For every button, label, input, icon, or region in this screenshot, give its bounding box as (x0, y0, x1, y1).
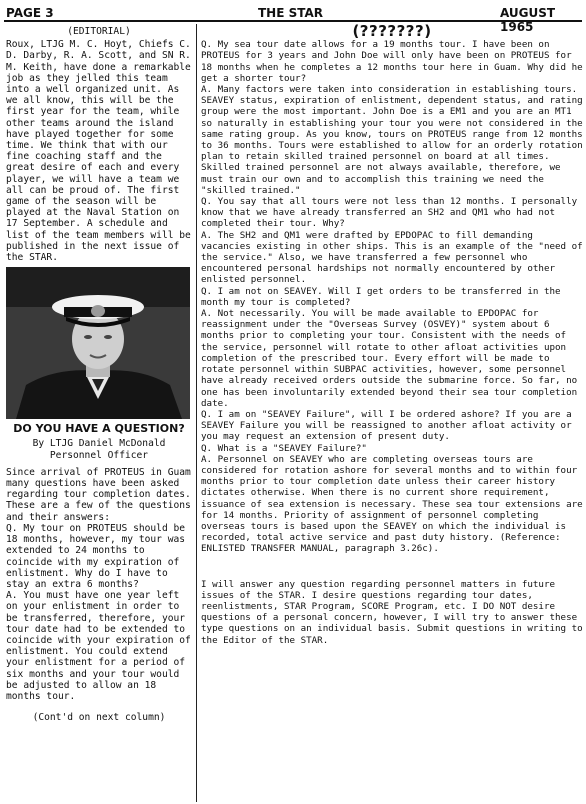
newsletter-title: THE STAR (258, 6, 324, 20)
byline (6, 438, 192, 460)
column-heading: (???????) (352, 22, 432, 40)
answer-2: A. Many factors were taken into consideration in establishing tours. SEAVEY status, expiration of enlistment, dependent status, and rating group were the most important. John Doe is a EM1 and you are an MT1 so naturally in establishing your tour you were not considered in the same rating group. As you know, tours on PROTEUS range from 12 months to 36 months. Tours were established to allow for an orderly rotation plan to retain skilled trained personnel on board at all times. Skilled trained personnel are not always available, therefore, we must train our own and to accomplish this training we need the "skilled trained." (201, 84, 583, 196)
answer-4: A. Not necessarily. You will be made available to EPDOPAC for reassignment under the "Overseas Survey (OSVEY)" system about 6 months prior to completing your tour. Consistent with the needs of the service, personnel will rotate to other afloat activities upon completion of the prescribed tour. Every effort will be made to rotate personnel within SUBPAC activities, however, some personnel have already received orders outside the submarine force. So far, no one has been involuntarily extended beyond their sea tour completion date. (201, 308, 578, 409)
question-heading: DO YOU HAVE A QUESTION? (13, 422, 185, 436)
officer-portrait-photo (6, 267, 190, 419)
intro-paragraph: Since arrival of PROTEUS in Guam many questions have been asked regarding tour completion dates. These are a few of the questions and their answers: (6, 466, 191, 523)
answer-3: A. The SH2 and QM1 were drafted by EPDOPAC to fill demanding vacancies existing in other ships. This is an example of the "need of the service." Also, we have transferred a few personnel who encountered personal hardships not normally encountered by other enlisted personnel. (201, 229, 583, 286)
question-2: Q. My sea tour date allows for a 19 months tour. I have been on PROTEUS for 3 years and John Doe will only have been on PROTEUS for 18 months when he completes a 12 months tour here in Guam. Why did he get a shorter tour? (201, 39, 583, 84)
editorial-text: Roux, LTJG M. C. Hoyt, Chiefs C. D. Darby, R. A. Scott, and SN R. M. Keith, have done a remarkable job as they jelled this team into a well organized unit. As we all know, this will be the first year for the team, while other teams around the island have played together for some time. We think that with our fine coaching staff and the great desire of each and every player, we will have a team we all can be proud of. The first game of the season will be played at the Naval Station on 17 September. A schedule and list of the team members will be published in the next issue of the STAR. (6, 39, 191, 264)
continued-note: (Cont'd on next column) (32, 712, 166, 724)
question-4: Q. I am not on SEAVEY. Will I get orders to be transferred in the month my tour is completed? (201, 285, 561, 308)
right-column (201, 22, 583, 646)
byline-author: By LTJG Daniel McDonald (32, 438, 166, 450)
answer-1: A. You must have one year left on your enlistment in order to be transferred, therefore, your tour date had to be extended to coincide with your expiration of enlistment. You could extend your enlistment for a period of six months and your tour would be adjusted to allow an 18 months tour. (6, 590, 191, 702)
answer-6: A. Personnel on SEAVEY who are completing overseas tours are considered for rotation ashore for several months and to within four months prior to tour completion date unless their career history dictates otherwise. When there is no current shore requirement, issuance of sea extension is necessary. These sea tour extensions are for 14 months. Priority of assignment of personnel completing overseas tours is based upon the SEAVEY on which the individual is recorded, total active service and past duty history. (Reference: ENLISTED TRANSFER MANUAL, paragraph 3.26c). (201, 453, 583, 555)
byline-title: Personnel Officer (49, 449, 149, 461)
question-3: Q. You say that all tours were not less than 12 months. I personally know that we have already transferred an SH2 and QM1 who had not completed their tour. Why? (201, 196, 578, 230)
question-5: Q. I am on "SEAVEY Failure", will I be ordered ashore? If you are a SEAVEY Failure you will be reassigned to another afloat activity or you may request an extension of present duty. (201, 408, 572, 443)
issue-date: AUGUST 1965 (500, 6, 556, 34)
page-number: PAGE 3 (6, 6, 54, 20)
header-rule (4, 20, 582, 22)
editorial-label: (EDITORIAL) (67, 26, 131, 37)
question-6: Q. What is a "SEAVEY Failure?" (201, 442, 367, 454)
portrait-illustration (6, 267, 190, 419)
question-1: Q. My tour on PROTEUS should be 18 months, however, my tour was extended to 24 months to coincide with my expiration of enlistment. Why do I have to stay an extra 6 months? (6, 522, 186, 590)
left-column (6, 26, 192, 723)
column-divider (196, 24, 197, 802)
closing-paragraph: I will answer any question regarding personnel matters in future issues of the STAR. I desire questions regarding tour dates, reenlistments, STAR Program, SCORE Program, etc. I DO NOT desire questions of a personal concern, however, I will try to answer these type questions on an individual basis. Submit questions in writing to the Editor of the STAR. (201, 578, 583, 646)
